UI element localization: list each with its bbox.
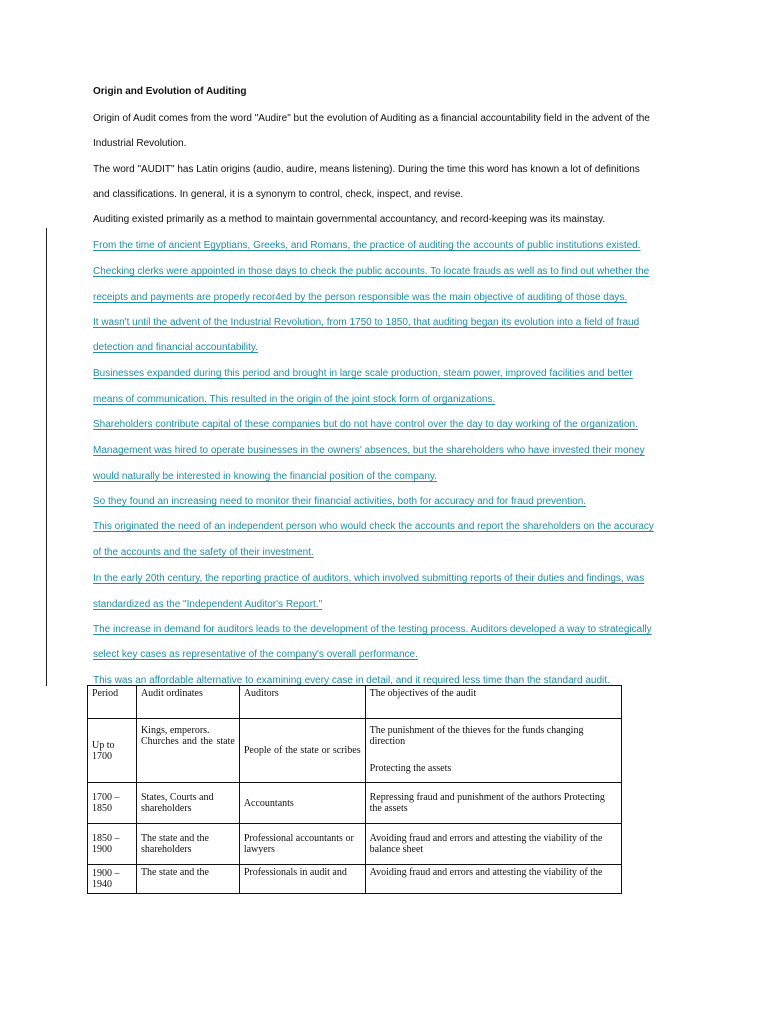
cell-period: 1700 – 1850 — [88, 783, 137, 824]
cell-period: 1850 – 1900 — [88, 824, 137, 865]
cell-ordinates: Kings, emperors. Churches and the state — [136, 719, 239, 783]
table-header-row — [88, 686, 622, 719]
link-clerks-line2[interactable]: receipts and payments are properly recor4ed by the person responsible was the main objective of auditing of those days. — [93, 292, 628, 303]
header-audit-ordinates: Audit ordinates — [136, 686, 239, 719]
objective-text-secondary: Protecting the assets — [369, 763, 452, 774]
cell-ordinates: The state and the — [136, 865, 239, 894]
link-industrial-line1[interactable]: It wasn't until the advent of the Industrial Revolution, from 1750 to 1850, that auditing began its evolution into a field of fraud — [93, 317, 640, 328]
cell-objectives — [365, 719, 621, 783]
header-period: Period — [88, 686, 137, 719]
cell-period: Up to 1700 — [88, 719, 137, 783]
cell-auditors: Professionals in audit and — [239, 865, 365, 894]
link-clerks-line1[interactable]: Checking clerks were appointed in those days to check the public accounts. To locate frauds as well as to find out whether the — [93, 266, 650, 277]
link-businesses-line1[interactable]: Businesses expanded during this period and brought in large scale production, steam power, improved facilities and better — [93, 368, 633, 379]
link-industrial-line2[interactable]: detection and financial accountability. — [93, 342, 258, 353]
link-businesses-line2[interactable]: means of communication. This resulted in the origin of the joint stock form of organizations. — [93, 394, 496, 405]
objective-text: The punishment of the thieves for the funds changing direction — [369, 725, 584, 747]
header-auditors: Auditors — [239, 686, 365, 719]
cell-auditors: Accountants — [239, 783, 365, 824]
link-affordable[interactable]: This was an affordable alternative to examining every case in detail, and it required less time than the standard audit. — [93, 675, 610, 686]
table-row — [88, 719, 622, 783]
audit-history-table — [87, 685, 622, 894]
cell-ordinates: The state and the shareholders — [136, 824, 239, 865]
link-20th-century-line1[interactable]: In the early 20th century, the reporting practice of auditors, which involved submitting reports of their duties and findings, was — [93, 573, 645, 584]
cell-objectives: Avoiding fraud and errors and attesting the viability of the balance sheet — [365, 824, 621, 865]
cell-objectives: Avoiding fraud and errors and attesting the viability of the — [365, 865, 621, 894]
link-testing-line2[interactable]: select key cases as representative of the company's overall performance. — [93, 649, 418, 660]
table-row — [88, 783, 622, 824]
paragraph-origin-line2: Industrial Revolution. — [93, 138, 187, 149]
revision-margin-bar — [46, 228, 47, 686]
link-management-line2[interactable]: would naturally be interested in knowing the financial position of the company. — [93, 471, 437, 482]
header-objectives: The objectives of the audit — [365, 686, 621, 719]
link-monitor[interactable]: So they found an increasing need to monitor their financial activities, both for accuracy and for fraud prevention. — [93, 496, 587, 507]
paragraph-latin-line1: The word "AUDIT" has Latin origins (audio, audire, means listening). During the time this word has known a lot of definitions — [93, 164, 640, 175]
document-title: Origin and Evolution of Auditing — [93, 86, 247, 97]
cell-auditors: People of the state or scribes — [239, 719, 365, 783]
cell-auditors: Professional accountants or lawyers — [239, 824, 365, 865]
link-management-line1[interactable]: Management was hired to operate businesses in the owners' absences, but the shareholders who have invested their money — [93, 445, 645, 456]
link-20th-century-line2[interactable]: standardized as the "Independent Auditor's Report." — [93, 599, 323, 610]
link-testing-line1[interactable]: The increase in demand for auditors leads to the development of the testing process. Auditors developed a way to strategically — [93, 624, 652, 635]
paragraph-latin-line2: and classifications. In general, it is a synonym to control, check, inspect, and revise. — [93, 189, 464, 200]
link-shareholders[interactable]: Shareholders contribute capital of these companies but do not have control over the day to day working of the organization. — [93, 419, 638, 430]
table-row — [88, 824, 622, 865]
link-ancient[interactable]: From the time of ancient Egyptians, Greeks, and Romans, the practice of auditing the accounts of public institutions existed. — [93, 240, 641, 251]
table-row — [88, 865, 622, 894]
cell-period: 1900 – 1940 — [88, 865, 137, 894]
paragraph-governmental: Auditing existed primarily as a method to maintain governmental accountancy, and record-keeping was its mainstay. — [93, 214, 606, 225]
link-independent-line2[interactable]: of the accounts and the safety of their investment. — [93, 547, 314, 558]
cell-ordinates: States, Courts and shareholders — [136, 783, 239, 824]
paragraph-origin-line1: Origin of Audit comes from the word "Audire" but the evolution of Auditing as a financial accountability field in the advent of the — [93, 113, 650, 124]
cell-objectives: Repressing fraud and punishment of the authors Protecting the assets — [365, 783, 621, 824]
link-independent-line1[interactable]: This originated the need of an independent person who would check the accounts and report the shareholders on the accuracy — [93, 521, 654, 532]
